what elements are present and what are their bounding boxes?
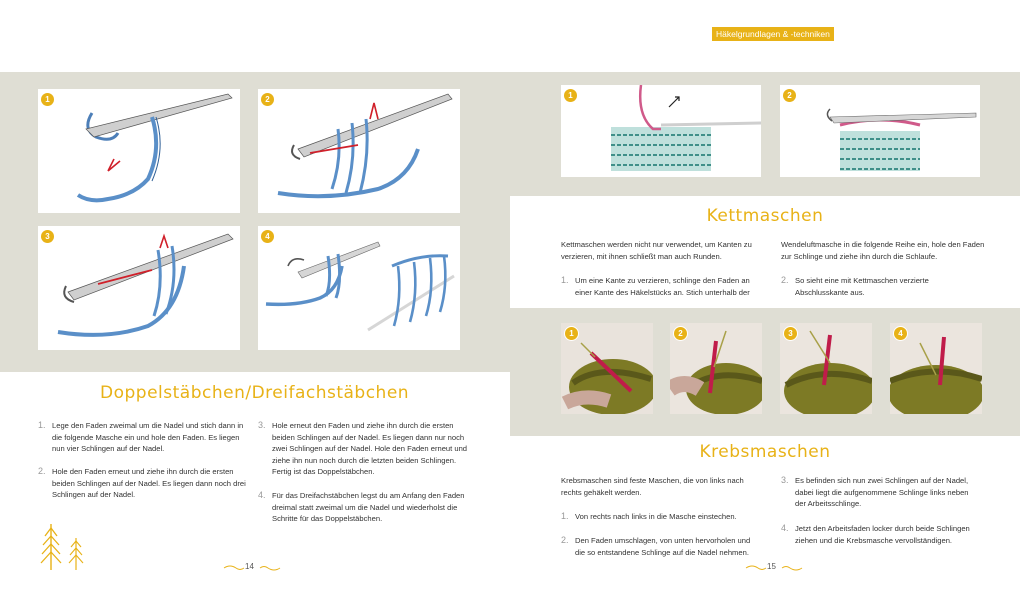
photo-badge: 1 <box>564 326 579 341</box>
step-text: Jetzt den Arbeitsfaden locker durch beide Schlingen ziehen und die Krebsmasche vervollständigen. <box>795 524 970 545</box>
illustration-step-3 <box>38 226 240 350</box>
kett-step-2 <box>781 275 981 301</box>
step-4 <box>258 490 468 530</box>
krebs-step-2 <box>561 535 761 561</box>
chain-stitch-illustration <box>38 89 240 213</box>
tree-icon <box>36 522 66 572</box>
step-text: Lege den Faden zweimal um die Nadel und stich dann in die folgende Masche ein und hole den Faden. Es liegen nun vier Schlingen auf der Nadel. <box>52 421 244 454</box>
step-3 <box>258 420 468 484</box>
page-number: 15 <box>767 562 776 571</box>
step-number: 1. <box>561 275 569 285</box>
step-text: So sieht eine mit Kettmaschen verzierte Abschlusskante aus. <box>795 276 929 297</box>
step-text: Um eine Kante zu verzieren, schlinge den Faden an einer Kante des Häkelstücks an. Stich unterhalb der <box>575 276 750 297</box>
page-number: 14 <box>245 562 254 571</box>
step-number: 3. <box>781 475 789 485</box>
kett-step-1 <box>561 275 761 301</box>
krebs-step-3 <box>781 475 981 513</box>
photo-badge: 2 <box>673 326 688 341</box>
step-2 <box>38 466 248 506</box>
krebs-step-1 <box>561 511 761 525</box>
section-title-kettmaschen: Kettmaschen <box>706 206 824 226</box>
photo-badge: 3 <box>783 326 798 341</box>
figure-badge: 2 <box>261 93 274 106</box>
kett-illustration-2 <box>780 85 980 177</box>
step-number: 1. <box>38 420 46 430</box>
kett-illustration-1 <box>561 85 761 177</box>
kett-intro: Kettmaschen werden nicht nur verwendet, um Kanten zu verzieren, mit ihnen schließt man auch Runden. <box>561 240 752 261</box>
step-1 <box>38 420 248 466</box>
figure-badge: 1 <box>41 93 54 106</box>
tree-icon <box>66 536 86 572</box>
step-number: 4. <box>781 523 789 533</box>
step-number: 2. <box>561 535 569 545</box>
step-text: Von rechts nach links in die Masche einstechen. <box>575 512 737 521</box>
step-number: 2. <box>38 466 46 476</box>
krebs-step-4 <box>781 523 981 549</box>
figure-badge: 1 <box>564 89 577 102</box>
figure-badge: 4 <box>261 230 274 243</box>
krebs-photo-3 <box>780 323 872 414</box>
step-text: Es befinden sich nun zwei Schlingen auf der Nadel, dabei liegt die aufgenommene Schlinge links neben der Arbeitsschlinge. <box>795 476 969 509</box>
slip-stitch-illustration-b <box>780 85 980 177</box>
double-crochet-illustration-b <box>38 226 240 350</box>
step-number: 3. <box>258 420 266 430</box>
section-title-krebsmaschen: Krebsmaschen <box>699 442 831 462</box>
photo-badge: 4 <box>893 326 908 341</box>
step-text: Hole erneut den Faden und ziehe ihn durch die ersten beiden Schlingen auf der Nadel. Es liegen dann nur noch zwei Schlingen auf der Nadel. Hole den Faden erneut und ziehe ihn nun noch durch die letzten beiden Schlingen. Fertig ist das Doppelstäbchen. <box>272 421 468 477</box>
krebs-photo-4 <box>890 323 982 414</box>
krebs-intro: Krebsmaschen sind feste Maschen, die von links nach rechts gehäkelt werden. <box>561 476 744 497</box>
krebs-photo-1 <box>561 323 653 414</box>
figure-badge: 2 <box>783 89 796 102</box>
double-crochet-illustration-a <box>258 89 460 213</box>
figure-badge: 3 <box>41 230 54 243</box>
illustration-step-2 <box>258 89 460 213</box>
section-label: Häkelgrundlagen & -techniken <box>712 27 834 41</box>
page-title-doppelstaebchen: Doppelstäbchen/Dreifachstäbchen <box>100 383 410 403</box>
slip-stitch-illustration-a <box>561 85 761 177</box>
step-number: 1. <box>561 511 569 521</box>
kett-continuation: Wendeluftmasche in die folgende Reihe ein, hole den Faden zur Schlinge und ziehe ihn durch die Schlaufe. <box>781 240 985 261</box>
illustration-step-1 <box>38 89 240 213</box>
illustration-step-4 <box>258 226 460 350</box>
step-number: 2. <box>781 275 789 285</box>
step-text: Den Faden umschlagen, von unten hervorholen und die so entstandene Schlinge auf die Nadel nehmen. <box>575 536 751 557</box>
step-text: Hole den Faden erneut und ziehe ihn durch die ersten beiden Schlingen auf der Nadel. Es liegen dann noch drei Schlingen auf der Nadel. <box>52 467 246 500</box>
step-text: Für das Dreifachstäbchen legst du am Anfang den Faden dreimal statt zweimal um die Nadel und wiederholst die Schritte für das Doppelstäbchen. <box>272 491 465 524</box>
step-number: 4. <box>258 490 266 500</box>
treble-crochet-illustration <box>258 226 460 350</box>
krebs-photo-2 <box>670 323 762 414</box>
